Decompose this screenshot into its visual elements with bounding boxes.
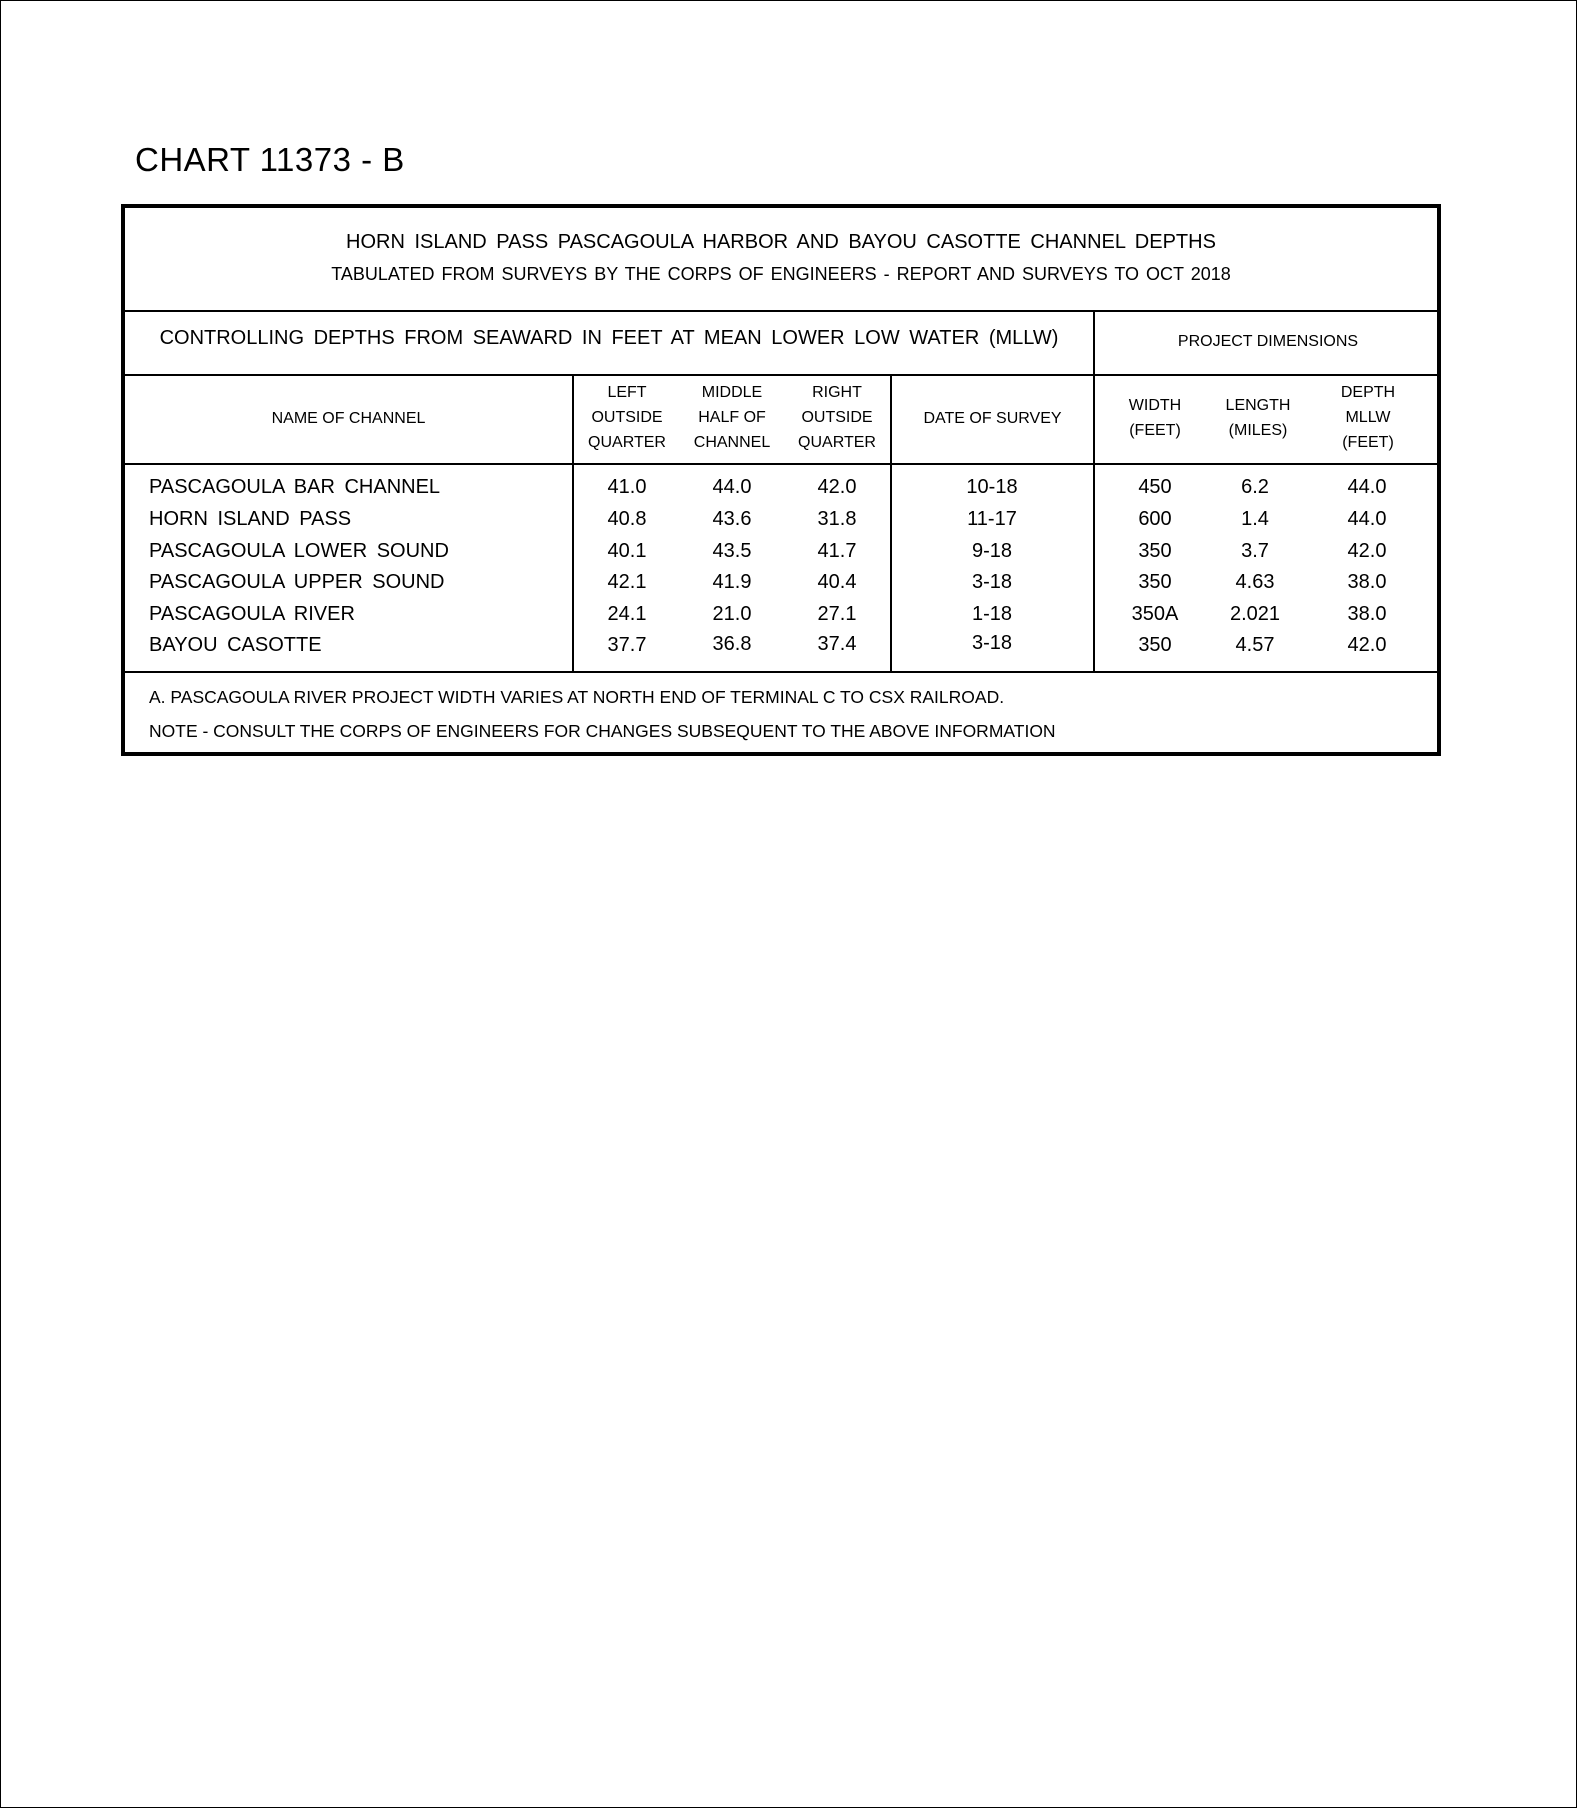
length-value: 1.4 — [1241, 508, 1269, 530]
depth-value: 44.0 — [1347, 476, 1387, 498]
depth-value: 38.0 — [1347, 571, 1387, 593]
channel-name: BAYOU CASOTTE — [149, 634, 322, 656]
width-value: 600 — [1138, 508, 1172, 530]
middle-half-value: 41.9 — [712, 571, 752, 593]
channel-name: PASCAGOULA UPPER SOUND — [149, 571, 445, 593]
controlling-depths-header: CONTROLLING DEPTHS FROM SEAWARD IN FEET AT MEAN LOWER LOW WATER (MLLW) — [159, 327, 1059, 349]
notes-divider — [125, 671, 1437, 673]
left-quarter-value: 37.7 — [607, 634, 647, 656]
channel-depths-table — [121, 204, 1441, 756]
depth-value: 38.0 — [1347, 603, 1387, 625]
length-value: 4.63 — [1235, 571, 1275, 593]
channel-name: PASCAGOULA LOWER SOUND — [149, 540, 449, 562]
width-value: 350 — [1138, 634, 1172, 656]
length-value: 3.7 — [1241, 540, 1269, 562]
left-quarter-value: 40.8 — [607, 508, 647, 530]
middle-half-value: 43.6 — [712, 508, 752, 530]
right-quarter-value: 27.1 — [817, 603, 857, 625]
length-header: LENGTH (MILES) — [1225, 397, 1291, 439]
survey-date-value: 1-18 — [971, 603, 1013, 625]
footnote-note: NOTE - CONSULT THE CORPS OF ENGINEERS FOR CHANGES SUBSEQUENT TO THE ABOVE INFORMATION — [149, 721, 1056, 741]
right-quarter-value: 41.7 — [817, 540, 857, 562]
channel-name: PASCAGOULA BAR CHANNEL — [149, 476, 441, 498]
width-header: WIDTH (FEET) — [1128, 397, 1182, 439]
survey-date-value: 9-18 — [971, 540, 1013, 562]
header-divider — [125, 374, 1437, 376]
table-subtitle: TABULATED FROM SURVEYS BY THE CORPS OF ENGINEERS - REPORT AND SURVEYS TO OCT 2018 — [331, 264, 1231, 284]
date-of-survey-header: DATE OF SURVEY — [923, 410, 1062, 427]
width-value: 350 — [1138, 571, 1172, 593]
footnote-a: A. PASCAGOULA RIVER PROJECT WIDTH VARIES AT NORTH END OF TERMINAL C TO CSX RAILROAD. — [149, 687, 1005, 707]
project-divider — [1093, 310, 1095, 671]
depth-value: 44.0 — [1347, 508, 1387, 530]
survey-date-value: 11-17 — [967, 508, 1017, 530]
survey-date-value: 10-18 — [966, 476, 1018, 498]
table-title-area — [125, 208, 1437, 312]
middle-half-header: MIDDLE HALF OF CHANNEL — [693, 384, 771, 451]
depth-header: DEPTH MLLW (FEET) — [1340, 384, 1396, 451]
middle-half-value: 43.5 — [712, 540, 752, 562]
survey-date-value: 3-18 — [971, 571, 1013, 593]
depth-value: 42.0 — [1347, 540, 1387, 562]
right-quarter-value: 31.8 — [817, 508, 857, 530]
depth-value: 42.0 — [1347, 634, 1387, 656]
channel-name: HORN ISLAND PASS — [149, 508, 352, 530]
channel-name: PASCAGOULA RIVER — [149, 603, 355, 625]
right-quarter-value: 37.4 — [817, 633, 857, 655]
length-value: 2.021 — [1229, 603, 1281, 625]
header-bottom-divider — [125, 463, 1437, 465]
right-quarter-value: 42.0 — [817, 476, 857, 498]
length-value: 4.57 — [1235, 634, 1275, 656]
middle-half-value: 21.0 — [712, 603, 752, 625]
project-dimensions-header: PROJECT DIMENSIONS — [1177, 333, 1359, 350]
length-value: 6.2 — [1241, 476, 1269, 498]
middle-half-value: 36.8 — [712, 633, 752, 655]
width-value: 450 — [1138, 476, 1172, 498]
left-outside-quarter-header: LEFT OUTSIDE QUARTER — [588, 384, 666, 451]
chart-id: CHART 11373 - B — [135, 141, 405, 178]
left-quarter-value: 42.1 — [607, 571, 647, 593]
right-outside-quarter-header: RIGHT OUTSIDE QUARTER — [798, 384, 876, 451]
name-column-divider — [572, 374, 574, 671]
width-value: 350 — [1138, 540, 1172, 562]
right-quarter-value: 40.4 — [817, 571, 857, 593]
width-value: 350A — [1131, 603, 1179, 625]
name-of-channel-header: NAME OF CHANNEL — [271, 410, 426, 427]
left-quarter-value: 41.0 — [607, 476, 647, 498]
left-quarter-value: 40.1 — [607, 540, 647, 562]
table-title: HORN ISLAND PASS PASCAGOULA HARBOR AND BAYOU CASOTTE CHANNEL DEPTHS — [346, 231, 1216, 253]
left-quarter-value: 24.1 — [607, 603, 647, 625]
survey-date-value: 3-18 — [971, 632, 1013, 654]
middle-half-value: 44.0 — [712, 476, 752, 498]
